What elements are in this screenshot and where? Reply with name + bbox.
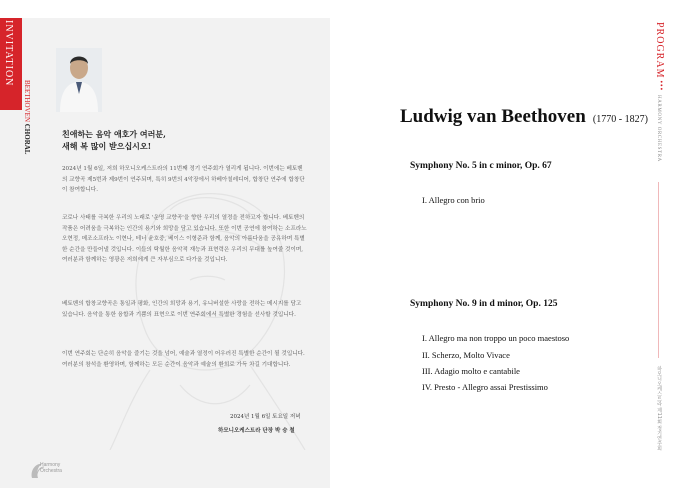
signature-date: 2024년 1월 6일 토요일 저녁: [230, 414, 301, 420]
conductor-photo: [56, 48, 102, 112]
logo-text-line: Harmony: [40, 462, 61, 468]
invitation-label: INVITATION: [3, 20, 14, 87]
movement-item: II. Scherzo, Molto Vivace: [422, 350, 510, 360]
logo-text: [40, 462, 62, 474]
symphony-title: Symphony No. 5 in c minor, Op. 67: [410, 161, 552, 171]
movement-item: IV. Presto - Allegro assai Prestissimo: [422, 382, 548, 392]
subtitle-choral: CHORAL: [23, 123, 31, 155]
signature-name: 하모니오케스트라 단장 박 승 철: [218, 428, 295, 434]
side-divider: [658, 182, 659, 358]
greeting-line: 친애하는 음악 애호가 여러분,: [62, 129, 166, 139]
greeting-line: 새해 복 많이 받으십시오!: [62, 141, 152, 151]
greeting: [62, 128, 166, 152]
invitation-subtitle: [23, 80, 31, 154]
program-label: PROGRAM: [654, 22, 665, 79]
composer-years: (1770 - 1827): [592, 114, 648, 125]
symphony-title: Symphony No. 9 in d minor, Op. 125: [410, 299, 558, 309]
movement-item: III. Adagio molto e cantabile: [422, 366, 520, 376]
composer-heading: [400, 106, 648, 128]
movement-item: I. Allegro con brio: [422, 195, 485, 205]
letter-paragraph: 코로나 사태를 극복한 우리의 노래로 '운명 교향곡'을 향한 우리의 열정을 전하고자 합니다. 베토벤의 작품은 어려움을 극복하는 인간의 용기와 희망을 담고 있습니다. 또한 이번 공연에 참여하는 소프라노 오현정, 메조소프라노 이현나, 테너 윤호중, 베이스 이형준과 함께, 음악의 아름다움을 공유하며 특별한 순간을 만들어낼 것입니다. 이들의 탁월한 음악적 재능과 표현력은 우리의 무대를 높여줄 것이며, 여러분과 함께하는 영광은 저희에게 큰 자부심으로 다가올 것입니다.: [62, 215, 307, 263]
subtitle-beethoven: BEETHOVEN: [23, 80, 31, 122]
letter-paragraph: 이번 연주회는 단순히 음악을 즐기는 것을 넘어, 예술과 열정이 어우러진 특별한 순간이 될 것입니다. 여러분의 참석을 환영하며, 함께하는 모든 순간이 음악과 예술의 환희로 가득 차길 기대합니다.: [62, 351, 305, 368]
composer-name: Ludwig van Beethoven: [400, 106, 586, 127]
letter-paragraph: 2024년 1월 6일, 저희 하모니오케스트라의 11번째 정기 연주회가 열리게 됩니다. 이번에는 베토벤의 교향곡 제5번과 제9번이 연주되며, 특히 9번의 4악장에서 하베아칠레디어, 합창단 연주에 합창단이 참여합니다.: [62, 166, 305, 193]
concert-subtitle: 하모니오케스트라 제11회 정기연주회: [656, 366, 662, 451]
orchestra-label: HARMONY ORCHESTRA: [656, 95, 661, 162]
movement-item: I. Allegro ma non troppo un poco maestoso: [422, 333, 570, 343]
program-dots: •••: [657, 80, 664, 91]
letter-paragraph: 베토벤의 합창교향곡은 통일과 평화, 인간의 희망과 용기, 유니버설한 사랑을 전하는 메시지를 담고 있습니다. 음악을 통한 융합과 기쁨의 표현으로 이번 연주회에서 특별한 경험을 선사할 것입니다.: [62, 301, 302, 318]
logo-text-line: Orchestra: [40, 468, 62, 474]
